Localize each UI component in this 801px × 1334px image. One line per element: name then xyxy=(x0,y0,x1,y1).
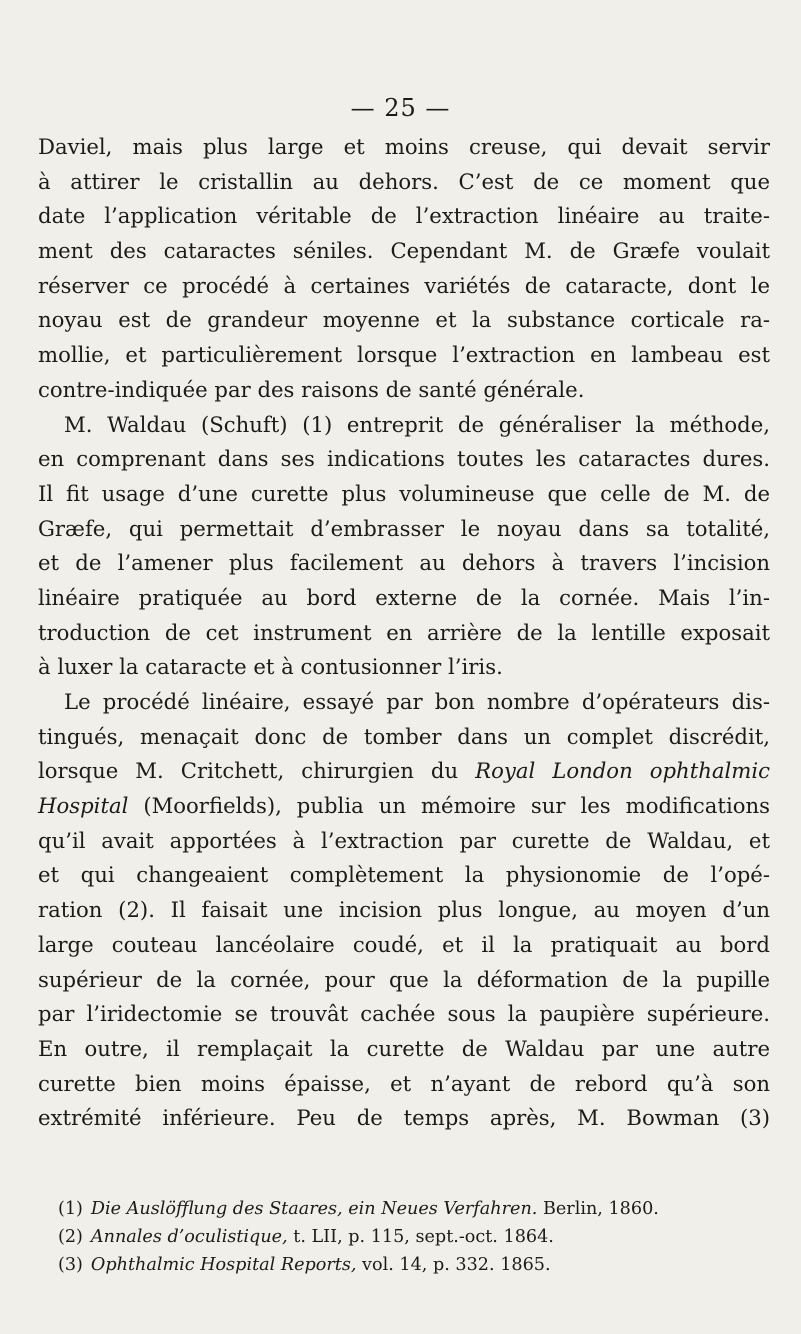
text-line: troduction de cet instrument en arrière de la lentille exposait xyxy=(38,619,770,645)
text-line: En outre, il remplaçait la curette de Waldau par une autre xyxy=(38,1035,770,1061)
text-line: et qui changeaient complètement la physionomie de l’opé- xyxy=(38,862,770,888)
text-line: qu’il avait apportées à l’extraction par curette de Waldau, et xyxy=(38,827,770,853)
footnote-3 xyxy=(58,1252,770,1280)
footnote-number: (1) xyxy=(58,1199,83,1219)
text-line xyxy=(38,789,770,824)
text-line: Græfe, qui permettait d’embrasser le noyau dans sa totalité, xyxy=(38,515,770,541)
text-line: à attirer le cristallin au dehors. C’est de ce moment que xyxy=(38,168,770,194)
text-line: curette bien moins épaisse, et n’ayant de rebord qu’à son xyxy=(38,1070,770,1096)
page-number: — 25 — xyxy=(350,94,451,122)
footnote-title: Die Auslöfflung des Staares, ein Neues Verfahren. xyxy=(90,1199,538,1219)
footnote-details: vol. 14, p. 332. 1865. xyxy=(356,1254,551,1275)
text-line: supérieur de la cornée, pour que la déformation de la pupille xyxy=(38,966,770,992)
text-line: contre-indiquée par des raisons de santé générale. xyxy=(38,376,585,402)
footnote-1 xyxy=(58,1196,770,1224)
footnotes xyxy=(58,1196,770,1279)
text-line: date l’application véritable de l’extraction linéaire au traite- xyxy=(38,203,770,229)
text-line: M. Waldau (Schuft) (1) entreprit de généraliser la méthode, xyxy=(64,411,770,437)
text-line: Il fit usage d’une curette plus volumineuse que celle de M. de xyxy=(38,480,770,506)
body-text xyxy=(38,130,770,1136)
text-line: ment des cataractes séniles. Cependant M. de Græfe voulait xyxy=(38,238,770,264)
footnote-number: (3) xyxy=(58,1254,83,1275)
hospital-word-italic: Hospital xyxy=(38,793,129,819)
text-line: réserver ce procédé à certaines variétés de cataracte, dont le xyxy=(38,272,770,298)
footnote-details: t. LII, p. 115, sept.-oct. 1864. xyxy=(287,1226,554,1247)
text-line: par l’iridectomie se trouvât cachée sous la paupière supérieure. xyxy=(38,1001,770,1027)
text-line: noyau est de grandeur moyenne et la substance corticale ra- xyxy=(38,307,770,333)
text-fragment: lorsque M. Critchett, chirurgien du xyxy=(38,758,476,784)
hospital-name-italic: Royal London ophthalmic xyxy=(475,758,770,784)
text-line: Le procédé linéaire, essayé par bon nombre d’opérateurs dis- xyxy=(64,689,770,714)
text-line: mollie, et particulièrement lorsque l’extraction en lambeau est xyxy=(38,342,770,368)
text-line: à luxer la cataracte et à contusionner l’iris. xyxy=(38,654,503,680)
text-line: et de l’amener plus facilement au dehors à travers l’incision xyxy=(38,550,770,576)
footnote-2 xyxy=(58,1224,770,1252)
text-line: linéaire pratiquée au bord externe de la cornée. Mais l’in- xyxy=(38,584,770,610)
footnote-title: Annales d’oculistique, xyxy=(90,1226,288,1247)
text-line: large couteau lancéolaire coudé, et il la pratiquait au bord xyxy=(38,931,770,957)
text-line: Daviel, mais plus large et moins creuse, qui devait servir xyxy=(38,134,770,159)
text-line: ration (2). Il faisait une incision plus longue, au moyen d’un xyxy=(38,897,770,923)
text-line: en comprenant dans ses indications toutes les cataractes dures. xyxy=(38,446,770,472)
footnote-title: Ophthalmic Hospital Reports, xyxy=(90,1254,357,1275)
footnote-number: (2) xyxy=(58,1226,83,1247)
text-line xyxy=(38,754,770,789)
footnote-details: Berlin, 1860. xyxy=(537,1199,659,1219)
text-line: tingués, menaçait donc de tomber dans un complet discrédit, xyxy=(38,723,770,749)
text-fragment: (Moorfields), publia un mémoire sur les modifications xyxy=(128,793,770,819)
text-line: extrémité inférieure. Peu de temps après, M. Bowman (3) xyxy=(38,1105,770,1131)
